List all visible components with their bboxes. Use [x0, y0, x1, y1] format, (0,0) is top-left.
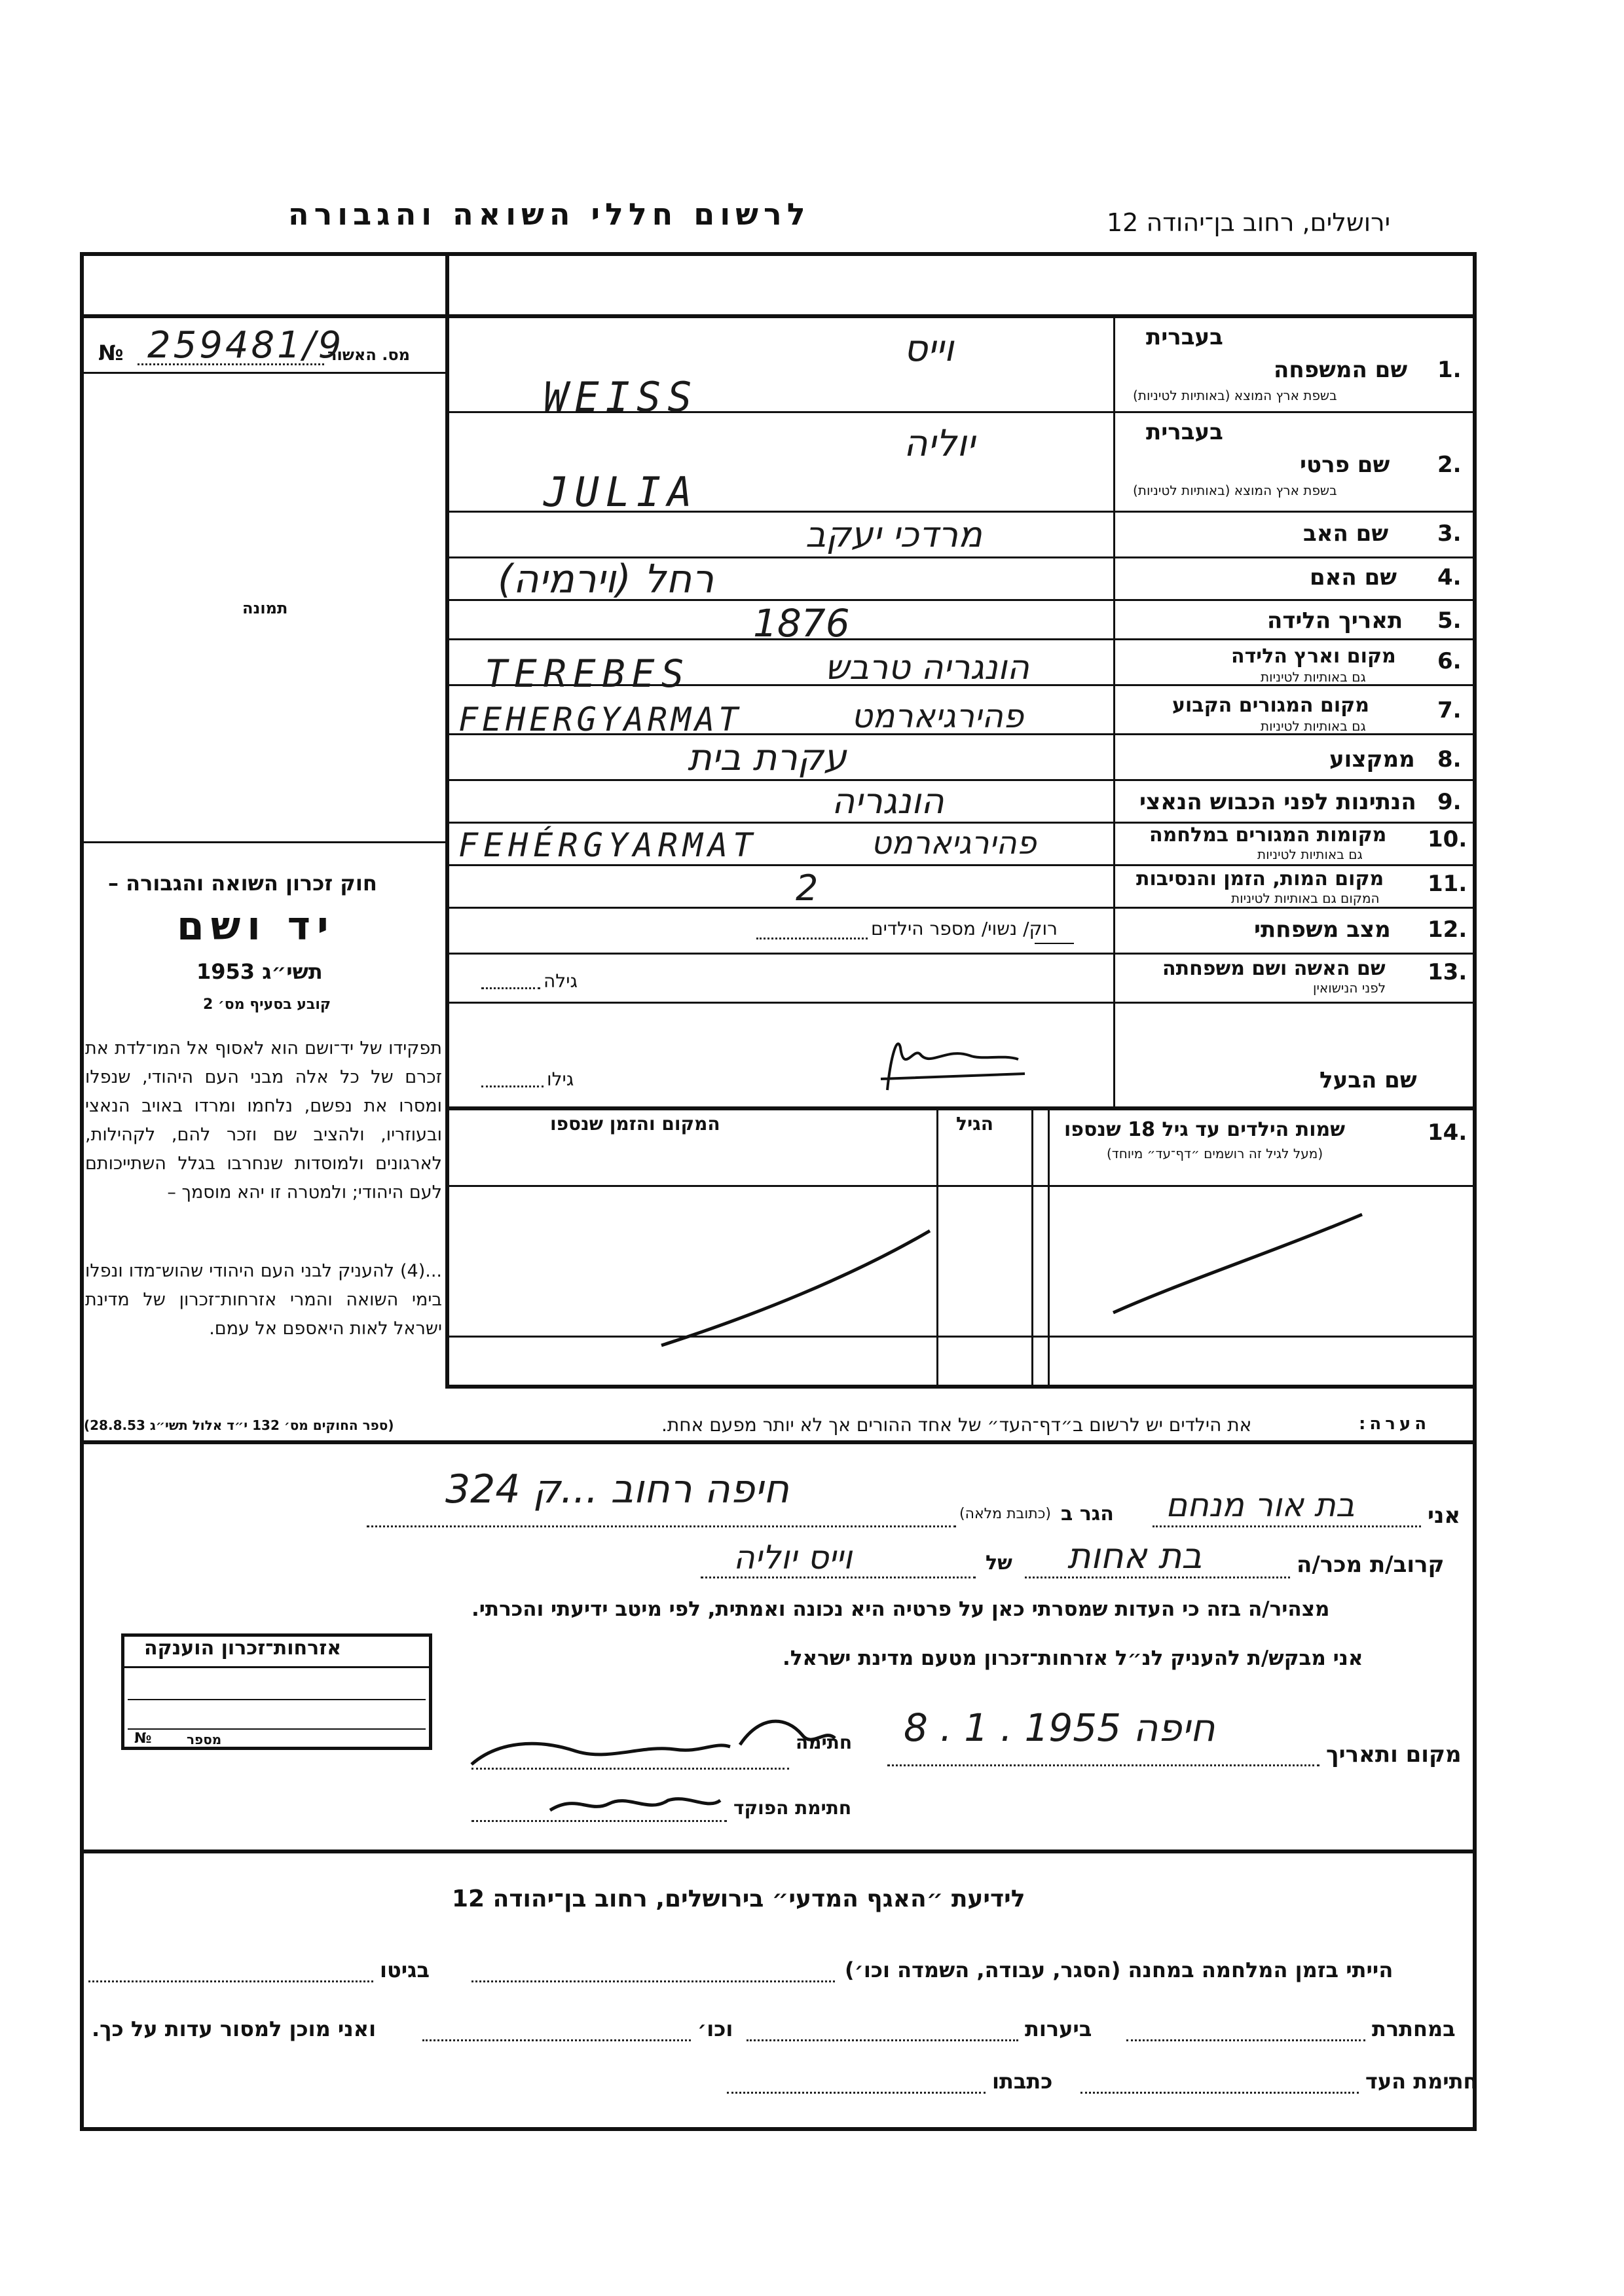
photo-label: תמונה: [242, 599, 288, 617]
footer-title: לידיעת ״האגף המדעי״ בירושלים, רחוב בן־יהודה 12: [452, 1886, 1025, 1912]
field-10-latin: FEHÉRGYARMAT: [458, 826, 758, 864]
field-7-label: מקום המגורים הקבוע: [1172, 694, 1369, 717]
field-10-sub: גם באותיות לטיניות: [1257, 847, 1363, 862]
field-7-num: 7.: [1437, 697, 1462, 723]
field-10-label: מקומות המגורים במלחמה: [1149, 824, 1387, 847]
footer-camp-label: הייתי בזמן המלחמה במחנה (הסגר, עבודה, השמדה וכו׳): [845, 1958, 1393, 1982]
footer-ghetto-label: בגיטו: [380, 1958, 430, 1982]
field-11-value: 2: [796, 867, 819, 909]
declarant-name-line: [1153, 1525, 1421, 1527]
field-8-label: ממקצוע: [1329, 746, 1415, 773]
field-2-sub: בשפת ארץ המוצא (באותיות לטיניות): [1133, 483, 1337, 498]
field-10-num: 10.: [1428, 826, 1467, 852]
footer-forests-label: ביערות: [1025, 2016, 1092, 2041]
field-9-value: הונגריה: [832, 780, 944, 822]
citizenship-stamp-line: [128, 1699, 426, 1700]
footer-underground-line: [1126, 2039, 1365, 2041]
declarant-relation-line: [1025, 1576, 1290, 1578]
law-text-citizenship: ...(4) להעניק לבני העם היהודי שהוש־מדו ונפלו בימי השואה והמרי אזרחות־זכרון של מדינת ישראל לאות היאספם אל עמם.: [85, 1261, 442, 1339]
request: אני מבקש/ת להעניק לנ״ל אזרחות־זכרון מטעם מדינת ישראל.: [783, 1647, 1363, 1670]
footer-ready-label: ואני מוכן למסור עדות על כך.: [92, 2016, 377, 2041]
declarant-of-name: וייס יוליה: [733, 1539, 853, 1576]
footer-underground-label: במחתרת: [1372, 2016, 1456, 2041]
field-1-hebrew: וייס: [904, 327, 954, 370]
field-6-hebrew: הונגריה טרבש: [825, 648, 1029, 687]
form-title: לרשום חללי השואה והגבורה: [288, 196, 811, 232]
footer-witness-sign-label: חתימת העד: [1365, 2069, 1478, 2094]
field-1-top: בעברית: [1146, 324, 1223, 350]
children-strike-right: [1113, 1214, 1362, 1313]
field-6-latin: TEREBES: [485, 651, 691, 696]
place-date-value: חיפה 1955 . 1 . 8: [904, 1705, 1215, 1750]
footer-address-label: כתבתו: [992, 2069, 1053, 2094]
declarant-relative: קרוב/ת מכר/ה: [1297, 1552, 1445, 1578]
approval-number-value: 259481/9: [147, 324, 344, 367]
statement: מצהיר/ה בזה כי העדות שמסרתי כאן על פרטיה היא נכונה ואמתית, לפי מיטב ידיעתי והכרתי.: [471, 1597, 1330, 1621]
declarant-address-line: [367, 1525, 956, 1527]
footer-etc-line: [422, 2039, 691, 2041]
field-13-sub: לפני הנישואין: [1313, 980, 1386, 996]
field-11-num: 11.: [1428, 871, 1467, 897]
footer-forests-line: [747, 2039, 1018, 2041]
field-13-label: שם האשה ושם משפחתה: [1162, 957, 1386, 980]
declarant-resides: הגר ב: [1061, 1503, 1114, 1525]
footer-witness-sign-line: [1080, 2092, 1359, 2094]
note-label: הערה:: [1359, 1414, 1431, 1434]
law-source: (ספר החוקים מס׳ 132 י״ד אלול תשי״ג 28.8.53): [84, 1417, 394, 1433]
field-7-latin: FEHERGYARMAT: [458, 701, 743, 738]
field-3-label: שם האב: [1303, 520, 1389, 547]
field-3-num: 3.: [1437, 520, 1462, 547]
husband-scribble: [881, 1044, 1025, 1090]
approval-number-label: מס. האשור: [327, 346, 410, 364]
field-10-hebrew: פהירגיארמט: [871, 825, 1037, 862]
field-2-latin: JULIA: [544, 468, 699, 516]
children-strike-left: [661, 1231, 930, 1345]
officer-signature-line: [471, 1820, 727, 1822]
field-13-husband: שם הבעל: [1320, 1067, 1417, 1093]
declarant-of: של: [986, 1552, 1012, 1575]
law-name: יד ושם: [177, 903, 335, 949]
field-14-num: 14.: [1428, 1120, 1467, 1146]
signature-scribble: [471, 1743, 730, 1764]
field-8-value: עקרת בית: [688, 737, 847, 779]
signature-label: חתימה: [796, 1732, 853, 1753]
declarant-full-address: (כתובת מלאה): [959, 1506, 1051, 1522]
law-clause: קובע בסעיף מס׳ 2: [203, 996, 331, 1013]
field-14-col-place: המקום והזמן שנספו: [550, 1113, 720, 1135]
field-7-sub: גם באותיות לטיניות: [1261, 718, 1366, 734]
field-1-sub: בשפת ארץ המוצא (באותיות לטיניות): [1133, 388, 1337, 403]
place-date-line: [887, 1764, 1320, 1766]
field-5-value: 1876: [753, 601, 850, 646]
field-13-num: 13.: [1428, 959, 1467, 985]
citizenship-stamp-header-line: [121, 1666, 432, 1668]
declarant-i: אני: [1428, 1503, 1461, 1529]
form-address: ירושלים, רחוב בן־יהודה 12: [1107, 208, 1391, 237]
note-text: את הילדים יש לרשום ב״דף־העד״ של אחד ההורים אך לא יותר מפעם אחת.: [661, 1414, 1252, 1436]
law-year: תשי״ג 1953: [196, 959, 323, 984]
field-2-label: שם פרטי: [1300, 452, 1390, 478]
approval-number-prefix: №: [98, 340, 124, 365]
footer-ghetto-line: [88, 1980, 373, 1982]
place-date-label: מקום ותאריך: [1326, 1741, 1462, 1768]
footer-etc-label: וכו׳: [697, 2016, 733, 2041]
field-8-num: 8.: [1437, 746, 1462, 773]
field-11-label: מקום המות, הזמן והנסיבות: [1136, 867, 1384, 890]
field-6-label: מקום וארץ הלידה: [1231, 645, 1396, 668]
field-6-sub: גם באותיות לטיניות: [1261, 669, 1366, 685]
law-text-purpose: תפקידו של יד־ושם הוא לאסוף אל המו־לדת את זכרם של כל אלה מבני העם היהודי, שנפלו ומסרו את נפשם, נלחמו ומרדו באויב הנאצי ובעוזריו, ולהציב שם וזכר להם, לקהילות, לארגונים ולמוסדות שנחרבו בגלל השתייכותם לעם היהודי; ולמטרה זו יהא מוסמך –: [85, 1038, 442, 1203]
field-9-label: הנתינות לפני הכבוש הנאצי: [1139, 789, 1416, 815]
field-2-top: בעברית: [1146, 419, 1223, 445]
field-9-num: 9.: [1437, 789, 1462, 815]
field-14-label: שמות הילדים עד גיל 18 שנספו: [1064, 1118, 1345, 1141]
officer-stamp-scribble: [550, 1799, 720, 1810]
footer-camp-line: [471, 1980, 835, 1982]
field-2-hebrew: יוליה: [904, 422, 975, 465]
field-4-value: רחל (וירמיה): [498, 556, 714, 602]
field-5-num: 5.: [1437, 608, 1462, 634]
field-14-sub: (מעל לגיל זה רושמים ״דף־עד״ מיוחד): [1107, 1146, 1323, 1161]
field-12-label: מצב משפחתי: [1254, 917, 1391, 943]
field-4-num: 4.: [1437, 564, 1462, 591]
field-7-hebrew: פהירגיארמט: [851, 697, 1024, 735]
citizenship-stamp-line: [128, 1728, 426, 1730]
signature-line: [471, 1768, 789, 1770]
field-5-label: תאריך הלידה: [1267, 608, 1403, 634]
declarant-name: בת אור מנחם: [1166, 1486, 1355, 1524]
citizenship-stamp-title: אזרחות־זכרון הוענקה: [144, 1637, 342, 1660]
field-4-label: שם האם: [1310, 564, 1397, 591]
field-2-num: 2.: [1437, 452, 1462, 478]
footer-address-line: [727, 2092, 986, 2094]
field-6-num: 6.: [1437, 648, 1462, 674]
field-12-num: 12.: [1428, 917, 1467, 943]
field-3-value: מרדכי יעקב: [805, 514, 982, 555]
field-1-label: שם המשפחה: [1274, 357, 1408, 383]
officer-signature-label: חתימת הפוקד: [733, 1797, 852, 1819]
citizenship-stamp-number-prefix: №: [134, 1730, 152, 1747]
field-1-latin: WEISS: [544, 373, 699, 421]
field-13-age-f: גילה: [544, 970, 578, 992]
declarant-of-line: [701, 1576, 976, 1578]
citizenship-stamp-number-label: מספר: [187, 1732, 222, 1747]
field-14-col-age: הגיל: [956, 1113, 993, 1135]
declarant-relation: בת אחות: [1067, 1535, 1202, 1576]
declarant-address: חיפה רחוב ...ק 324: [445, 1467, 789, 1512]
field-13-age-m: גילו: [547, 1068, 574, 1090]
field-1-num: 1.: [1437, 357, 1462, 383]
field-12-options: רוק/ נשוי/ מספר הילדים: [871, 918, 1058, 939]
field-11-sub: המקום גם באותיות לטיניות: [1231, 890, 1380, 906]
law-title: חוק זכרון השואה והגבורה –: [108, 871, 377, 896]
